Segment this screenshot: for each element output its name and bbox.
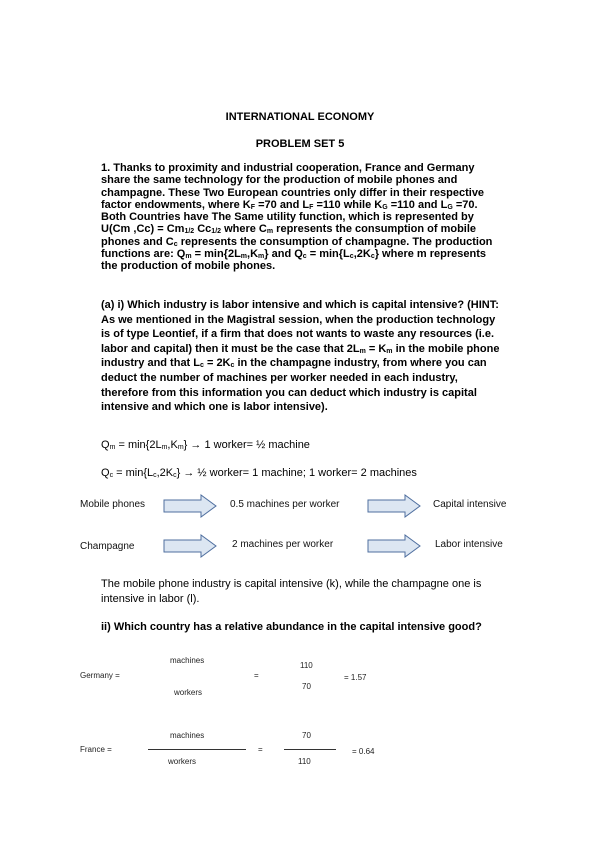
- flow-champagne-ratio: 2 machines per worker: [232, 539, 334, 550]
- flow-mobile-label: Mobile phones: [80, 499, 146, 510]
- conclusion-text: The mobile phone industry is capital intensive (k), while the champagne one is intensive in labor (l).: [101, 578, 482, 605]
- flow-mobile-result: Capital intensive: [433, 499, 507, 510]
- germany-label: Germany =: [80, 671, 120, 680]
- france-equals: =: [258, 745, 263, 754]
- arrow-right-icon: [163, 534, 217, 558]
- document-title: INTERNATIONAL ECONOMY: [225, 111, 375, 123]
- germany-equals: =: [254, 671, 259, 680]
- germany-numerator-value: 110: [300, 661, 313, 670]
- arrow-right-icon: [367, 534, 421, 558]
- question-a-ii: ii) Which country has a relative abundance in the capital intensive good?: [101, 621, 482, 633]
- germany-numerator-word: machines: [170, 656, 205, 665]
- france-value-fraction-line: [284, 749, 336, 750]
- equation-mobile: $Q_m = \min\{2L_m,K_m\} \to 1$ worker= ½ machine: [101, 439, 310, 451]
- france-numerator-value: 70: [302, 731, 311, 740]
- germany-result: = 1.57: [344, 673, 367, 682]
- germany-denominator-value: 70: [302, 682, 311, 691]
- france-fraction-line: [148, 749, 246, 750]
- flow-champagne-result: Labor intensive: [435, 539, 503, 550]
- document-subtitle: PROBLEM SET 5: [255, 138, 345, 150]
- flow-champagne-label: Champagne: [80, 541, 135, 552]
- flow-mobile-ratio: 0.5 machines per worker: [230, 499, 340, 510]
- france-result: = 0.64: [352, 747, 375, 756]
- arrow-right-icon: [163, 494, 217, 518]
- france-numerator-word: machines: [170, 731, 205, 740]
- problem-1-statement: 1. Thanks to proximity and industrial cooperation, France and Germany share the same technology for the production of mobile phones and champagne. These Two European countries only differ in their respective factor endowments, where $K_F =70$ and $L_F =110$ while $K_G =110$ and $L_G =70$. Both Countries have The Same utility function, which is represented by U(Cm $,Cc) = Cm_{1/2}$ $Cc_{1/2}$ where $C_m$ represents the consumption of mobile phones and $C_c$ represents the consumption of champagne. The production functions are: $Q_m = \min\{2L_m,K_m\}$ and $Q_c = \min\{L_c,2K_c\}$ where m represents the production of mobile phones.: [101, 162, 493, 273]
- question-a-i: (a) i) Which industry is labor intensive and which is capital intensive? (HINT: As we mentioned in the Magistral session, when the production technology is of type Leontief, if a firm that does not wants to waste any resources (i.e. labor and capital) then it must be the case that $2L_m = K_m$ in the mobile phone industry and that $L_c = 2K_c$ in the champagne industry, from where you can deduct the number of machines per worker needed in each industry, therefore from this information you can deduct which industry is capital intensive and which one is labor intensive).: [101, 299, 500, 414]
- germany-denominator-word: workers: [174, 688, 203, 697]
- france-denominator-word: workers: [168, 757, 197, 766]
- france-label: France =: [80, 745, 112, 754]
- arrow-right-icon: [367, 494, 421, 518]
- france-denominator-value: 110: [298, 757, 311, 766]
- equation-champagne: $Q_c = \min\{L_c,2K_c\}$ → ½ worker= 1 machine; 1 worker= 2 machines: [101, 467, 417, 479]
